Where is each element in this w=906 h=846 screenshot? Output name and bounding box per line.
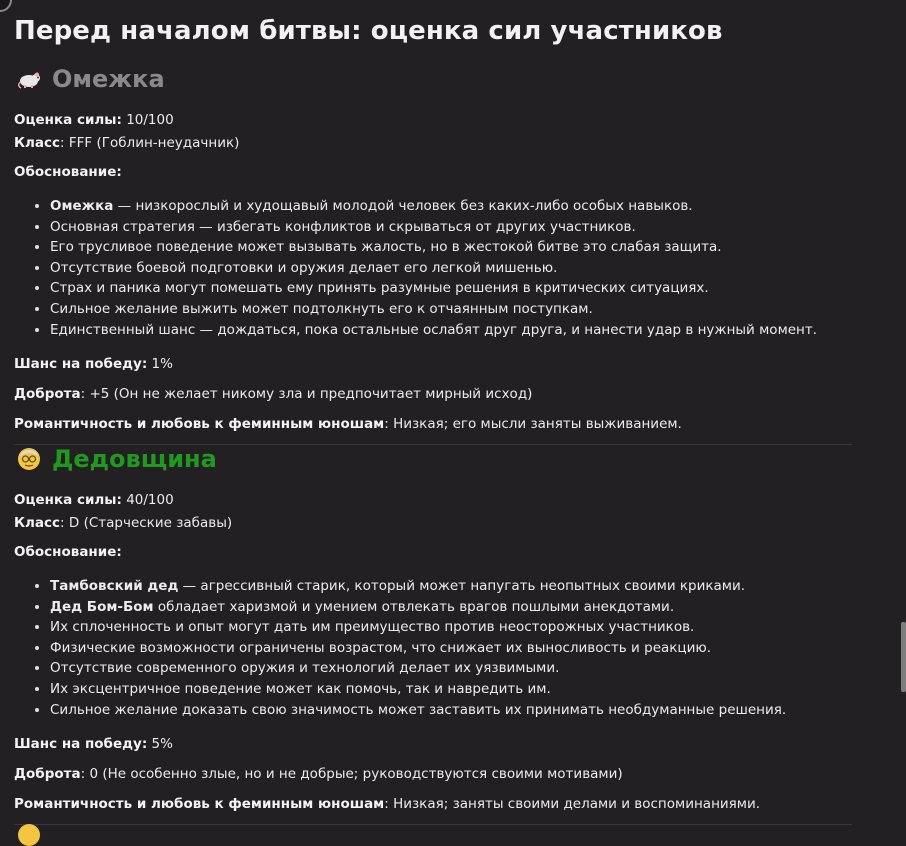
character-name: Дедовщина [52,445,217,473]
list-item: • Основная стратегия — избегать конфликтов и скрываться от других участников. [50,217,864,238]
list-item: • Сильное желание доказать свою значимость может заставить их принимать необдуманные решения. [50,700,864,721]
class-value: D (Старческие забавы) [68,515,233,531]
kindness: Доброта: +5 (Он не желает никому зла и предпочитает мирный исход) [14,386,533,403]
win-chance-value: 1% [151,356,173,373]
power-label: Оценка силы [14,112,117,128]
kindness: Доброта: 0 (Не особенно злые, но и не добрые; руководствуются своими мотивами) [14,766,623,783]
list-item: • Их эксцентричное поведение может как помочь, так и навредить им. [50,679,864,700]
class-label: Класс [14,515,61,531]
kindness-value: 0 (Не особенно злые, но и не добрые; руководствуются своими мотивами) [89,766,623,783]
power-rating: Оценка силы: 40/100 [14,492,174,508]
class-rating: Класс: D (Старческие забавы) [14,515,233,531]
win-chance: Шанс на победу: 1% [14,356,173,373]
reasoning-list [14,196,864,340]
page-title: Перед началом битвы: оценка сил участников [14,16,723,46]
reasoning-list [14,576,864,720]
character-header [14,442,864,476]
character-section-dedovshchina [14,442,864,825]
list-item: • Отсутствие современного оружия и технологий делает их уязвимыми. [50,658,864,679]
romance: Романтичность и любовь к феминным юношам: Низкая; заняты своими делами и воспоминаниями. [14,796,761,813]
win-chance-value: 5% [151,736,173,753]
romance-value: Низкая; заняты своими делами и воспоминаниями. [393,796,761,813]
win-chance: Шанс на победу: 5% [14,736,173,753]
romance: Романтичность и любовь к феминным юношам: Низкая; его мысли заняты выживанием. [14,416,682,433]
reasoning-heading: Обоснование: [14,164,122,180]
old-man-icon [16,446,42,472]
power-rating: Оценка силы: 10/100 [14,112,174,128]
romance-value: Низкая; его мысли заняты выживанием. [393,416,682,433]
list-item: • Тамбовский дед — агрессивный старик, который может напугать неопытных своими криками. [50,576,864,597]
list-item: • Омежка — низкорослый и худощавый молодой человек без каких-либо особых навыков. [50,196,864,217]
class-value: FFF (Гоблин-неудачник) [68,135,240,151]
power-value: 40/100 [126,492,174,508]
section-divider [14,824,852,825]
rat-icon [16,66,42,92]
list-item: • Страх и паника могут помешать ему принять разумные решения в критических ситуациях. [50,278,864,299]
list-item: • Единственный шанс — дождаться, пока остальные ослабят друг друга, и нанести удар в нужный момент. [50,320,864,341]
character-name: Омежка [52,65,165,93]
next-character-icon [18,824,40,846]
power-value: 10/100 [126,112,174,128]
list-item: • Физические возможности ограничены возрастом, что снижает их выносливость и реакцию. [50,638,864,659]
list-item: • Сильное желание выжить может подтолкнуть его к отчаянным поступкам. [50,299,864,320]
power-label: Оценка силы [14,492,117,508]
class-rating: Класс: FFF (Гоблин-неудачник) [14,135,240,151]
list-item: • Отсутствие боевой подготовки и оружия делает его легкой мишенью. [50,258,864,279]
character-header [14,62,864,96]
reasoning-heading: Обоснование: [14,544,122,560]
kindness-value: +5 (Он не желает никому зла и предпочитает мирный исход) [89,386,533,403]
list-item: • Их сплоченность и опыт могут дать им преимущество против неосторожных участников. [50,617,864,638]
character-section-omezhka [14,62,864,445]
scrollbar-thumb[interactable] [901,622,906,692]
class-label: Класс [14,135,61,151]
list-item: • Его трусливое поведение может вызывать жалость, но в жестокой битве это слабая защита. [50,237,864,258]
window-corner-control[interactable] [0,0,12,12]
list-item: • Дед Бом-Бом обладает харизмой и умением отвлекать врагов пошлыми анекдотами. [50,597,864,618]
